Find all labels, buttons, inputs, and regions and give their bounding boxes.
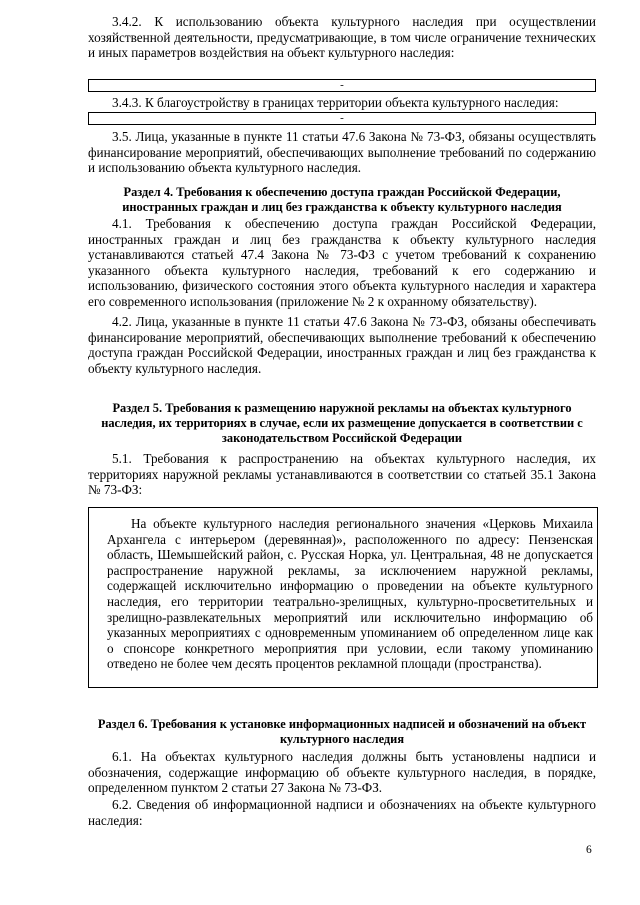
clause-3-4-3: 3.4.3. К благоустройству в границах территории объекта культурного наследия: <box>112 95 559 110</box>
section-4-heading: Раздел 4. Требования к обеспечению доступа граждан Российской Федерации, иностранных граждан и лиц без гражданства к объекту культурного наследия <box>122 185 562 214</box>
clause-4-1: 4.1. Требования к обеспечению доступа граждан Российской Федерации, иностранных граждан и лиц без гражданства к объекту культурного наследия устанавливаются статьей 47.4 Закона № 73-ФЗ с учетом требований к сохранению указанного объекта культурного наследия, требований к его содержанию и использованию, физического состояния этого объекта культурного наследия и характера его современного использования (приложение № 2 к охранному обязательству). <box>88 216 596 309</box>
clause-6-2: 6.2. Сведения об информационной надписи и обозначениях на объекте культурного наследия: <box>88 797 596 828</box>
page-number: 6 <box>586 844 592 856</box>
clause-5-1: 5.1. Требования к распространению на объектах культурного наследия, их территориях наружной рекламы устанавливаются в соответствии со статьей 35.1 Закона № 73-ФЗ: <box>88 451 596 497</box>
advertising-requirements-text: На объекте культурного наследия регионального значения «Церковь Михаила Архангела с интерьером (деревянная)», расположенного по адресу: Пензенская область, Шемышейский район, с. Русская Норка, ул. Центральная, 48 не допускается распространение наружной рекламы, за исключением наружной рекламы, содержащей исключительно информацию о проведении на объекте культурного наследия, его территории театрально-зрелищных, культурно-просветительных и зрелищно-развлекательных мероприятий или исключительно информацию об указанных мероприятиях с одновременным упоминанием об определенном лице как о спонсоре конкретного мероприятия при условии, если такому упоминанию отведено не более чем десять процентов рекламной площади (пространства). <box>107 516 593 672</box>
clause-3-5: 3.5. Лица, указанные в пункте 11 статьи 47.6 Закона № 73-ФЗ, обязаны осуществлять финансирование мероприятий, обеспечивающих выполнение требований по содержанию и использованию объекта культурного наследия. <box>88 129 596 175</box>
advertising-requirements-box <box>88 507 598 688</box>
section-5-heading: Раздел 5. Требования к размещению наружной рекламы на объектах культурного наследия, их территориях в случае, если их размещение допускается в соответствии с законодательством Российской Федерации <box>101 401 583 445</box>
empty-value-box: - <box>88 79 596 92</box>
empty-value-box: - <box>88 112 596 125</box>
section-6-heading: Раздел 6. Требования к установке информационных надписей и обозначений на объект культурного наследия <box>97 717 587 746</box>
clause-4-2: 4.2. Лица, указанные в пункте 11 статьи 47.6 Закона № 73-ФЗ, обязаны обеспечивать финансирование мероприятий, обеспечивающих выполнение требований к обеспечению доступа граждан Российской Федерации, иностранных граждан и лиц без гражданства к объекту культурного наследия. <box>88 314 596 376</box>
clause-3-4-2: 3.4.2. К использованию объекта культурного наследия при осуществлении хозяйственной деятельности, предусматривающие, в том числе ограничение технических и иных параметров воздействия на объект культурного наследия: <box>88 14 596 60</box>
clause-6-1: 6.1. На объектах культурного наследия должны быть установлены надписи и обозначения, содержащие информацию об объекте культурного наследия, в порядке, определенном пунктом 2 статьи 27 Закона № 73-ФЗ. <box>88 749 596 795</box>
